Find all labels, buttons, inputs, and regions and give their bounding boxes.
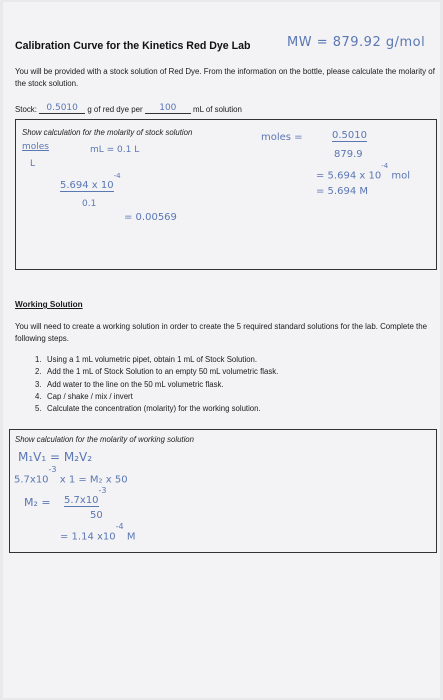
handwritten-molar-mass: MW = 879.92 g/mol [287,35,426,50]
intro-paragraph: You will be provided with a stock solution of Red Dye. From the information on the bottle, please calculate the molarity of the stock solution. [15,67,435,88]
work-left-numerator: 5.694 x $10^{-4}$ [60,172,121,192]
stock-grams-value: 0.5010 [46,103,78,113]
steps-list [35,354,278,415]
page-title: Calibration Curve for the Kinetics Red Dye Lab [15,40,251,52]
working-solution-heading: Working Solution [15,300,83,309]
work2-line1: M₁V₁ = M₂V₂ [18,450,93,464]
work-left-denominator: 0.1 [82,199,97,209]
work-right-eq1: = 5.694 x $10^{-4}$ mol [316,162,410,182]
work2-line2: $5.7x10^{-3}$ x 1 = M₂ x 50 [14,465,128,486]
molarity-working-label: Show calculation for the molarity of working solution [15,435,194,444]
molarity-stock-box [15,119,437,270]
stock-ml-field[interactable] [145,103,191,114]
stock-label: Stock: [15,105,37,114]
work2-m2: M₂ = [24,496,51,509]
step-item: 5. Calculate the concentration (molarity) for the working solution. [35,404,261,414]
work-right-numerator: 0.5010 [332,130,367,141]
working-intro-paragraph: You will need to create a working solution in order to create the 5 required standard solutions for the lab. Complete the following steps. [15,322,428,343]
step-item: 1. Using a 1 mL volumetric pipet, obtain 1 mL of Stock Solution. [35,355,258,364]
step-item: 4. Cap / shake / mix / invert [35,391,133,401]
work-right-moles: moles = [261,132,303,143]
work2-numerator: $5.7x10^{-3}$ [64,486,107,507]
work-ml-conversion: mL = 0.1 L [90,145,140,155]
molarity-stock-label: Show calculation for the molarity of stock solution [22,128,193,137]
work-left-result: = 0.00569 [124,212,177,223]
stock-grams-field[interactable] [39,103,85,114]
work-right-eq2: = 5.694 M [316,186,368,197]
step-item: 2. Add the 1 mL of Stock Solution to an empty 50 mL volumetric flask. [35,367,279,377]
stock-end-text: mL of solution [193,105,242,114]
work2-result: = 1.14 $x10^{-4}$ M [60,522,136,543]
molarity-working-box [9,429,437,553]
step-item: 3. Add water to the line on the 50 mL volumetric flask. [35,379,224,389]
stock-mid-text: g of red dye per [87,105,143,114]
work-moles: moles [22,142,49,152]
work-right-denominator: 879.9 [334,149,363,160]
stock-line [15,103,242,114]
work-l-denominator: L [30,159,36,169]
work2-denominator: 50 [90,510,103,521]
worksheet-page [3,2,440,698]
stock-ml-value: 100 [159,103,177,113]
